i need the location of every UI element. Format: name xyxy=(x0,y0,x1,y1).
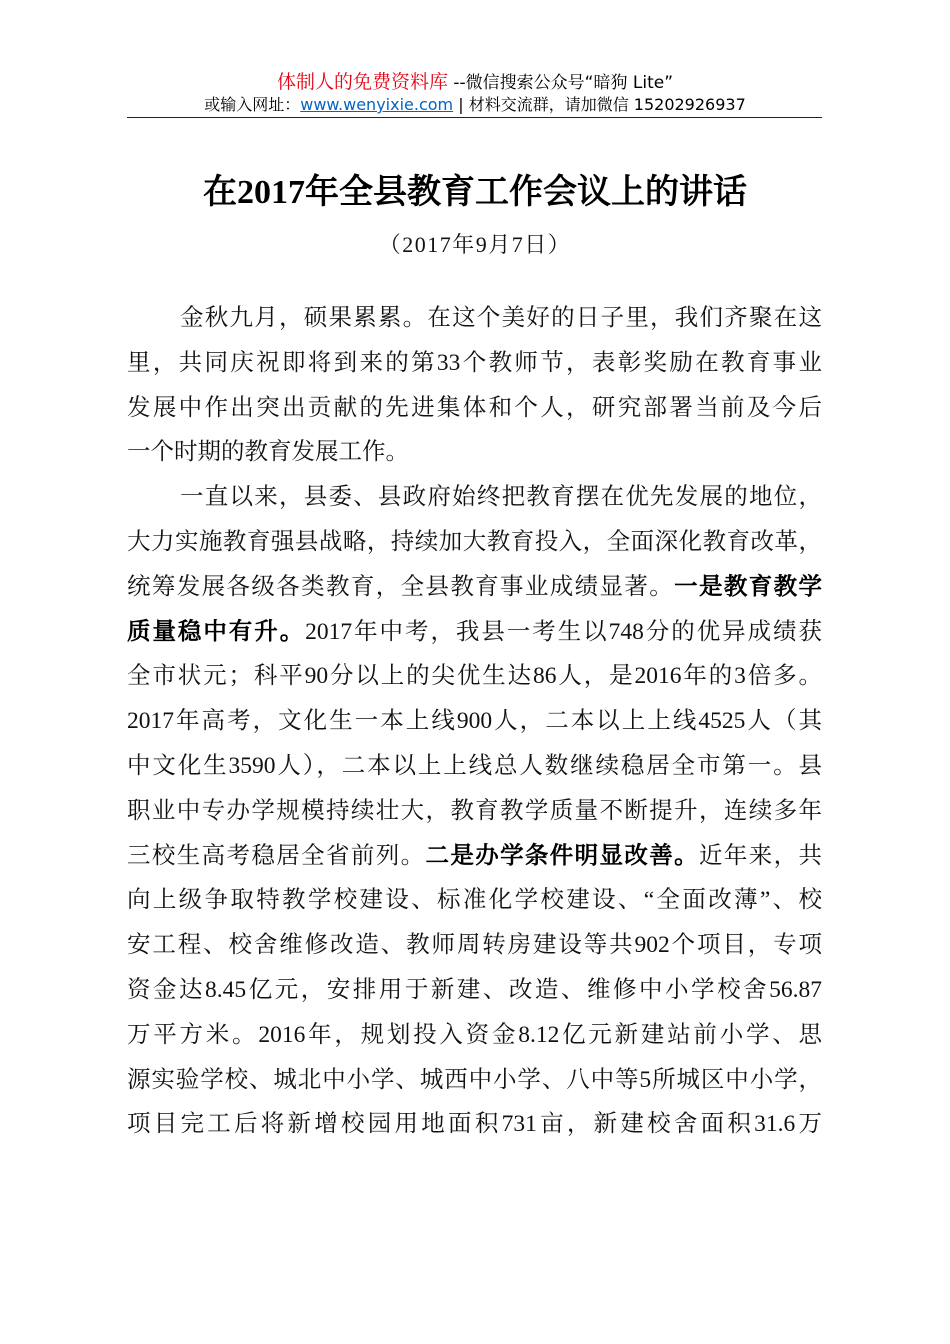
header-links xyxy=(0,95,950,115)
text-run: 职业中专办学规模持续壮大，教育教学质量不断提升，连续多年 xyxy=(127,797,822,824)
paragraph-2-line-13 xyxy=(127,1013,822,1058)
paragraph-2-line-15 xyxy=(127,1102,822,1147)
bold-highlight: 二是办学条件明显改善。 xyxy=(425,842,700,869)
text-run: 安工程、校舍维修改造、教师周转房建设等共902个项目，专项 xyxy=(127,932,822,959)
paragraph-1-line-1 xyxy=(127,296,822,341)
bold-highlight: 一是教育教学 xyxy=(674,573,823,600)
paragraph-2-line-2 xyxy=(127,520,822,565)
document-title: 在2017年全县教育工作会议上的讲话 xyxy=(203,174,747,211)
header-site-name: 体制人的免费资料库 xyxy=(276,71,448,93)
text-run: 中文化生3590人），二本以上上线总人数继续稳居全市第一。县 xyxy=(127,752,822,779)
header-url-link[interactable]: www.wenyixie.com xyxy=(300,95,454,114)
paragraph-2-line-8 xyxy=(127,789,822,834)
document-body xyxy=(127,296,822,1147)
text-run: 全市状元；科平90分以上的尖优生达86人，是2016年的3倍多。 xyxy=(127,663,822,690)
text-run: 2017年中考，我县一考生以748分的优异成绩获 xyxy=(305,618,823,645)
text-run: 源实验学校、城北中小学、城西中小学、八中等5所城区中小学， xyxy=(127,1066,822,1093)
paragraph-1-line-3 xyxy=(127,386,822,431)
text-run: 统筹发展各级各类教育，全县教育事业成绩显著。 xyxy=(127,573,675,600)
paragraph-2 xyxy=(127,475,822,1147)
paragraph-1 xyxy=(127,296,822,475)
text-run: 资金达8.45亿元，安排用于新建、改造、维修中小学校舍56.87 xyxy=(127,976,822,1003)
text-run: 万平方米。2016年，规划投入资金8.12亿元新建站前小学、思 xyxy=(127,1021,822,1048)
paragraph-2-line-7 xyxy=(127,744,822,789)
bold-highlight: 质量稳中有升。 xyxy=(127,618,306,645)
document-date: （2017年9月7日） xyxy=(378,232,572,257)
paragraph-1-line-2 xyxy=(127,341,822,386)
header-url-label: 或输入网址： xyxy=(204,95,301,114)
paragraph-2-line-9 xyxy=(127,834,822,879)
text-run: 一个时期的教育发展工作。 xyxy=(127,439,409,466)
header-wechat-hint: --微信搜索公众号“暗狗 Lite” xyxy=(448,73,674,93)
paragraph-2-line-6 xyxy=(127,699,822,744)
header-contact: | 材料交流群，请加微信 15202926937 xyxy=(453,95,746,114)
header-divider xyxy=(127,117,822,118)
paragraph-2-line-14 xyxy=(127,1058,822,1103)
text-run: 金秋九月，硕果累累。在这个美好的日子里，我们齐聚在这 xyxy=(180,305,822,331)
paragraph-2-line-4 xyxy=(127,610,822,655)
text-run: 发展中作出突出贡献的先进集体和个人，研究部署当前及今后 xyxy=(127,394,822,421)
paragraph-1-line-4 xyxy=(127,430,822,475)
paragraph-2-line-1 xyxy=(127,475,822,520)
text-run: 里，共同庆祝即将到来的第33个教师节，表彰奖励在教育事业 xyxy=(127,349,822,376)
text-run: 2017年高考，文化生一本上线900人，二本以上上线4525人（其 xyxy=(127,708,822,735)
text-run: 项目完工后将新增校园用地面积731亩，新建校舍面积31.6万 xyxy=(127,1111,822,1138)
paragraph-2-line-10 xyxy=(127,878,822,923)
header-banner xyxy=(0,70,950,95)
text-run: 近年来，共 xyxy=(699,842,823,869)
paragraph-2-line-11 xyxy=(127,923,822,968)
text-run: 一直以来，县委、县政府始终把教育摆在优先发展的地位， xyxy=(180,484,822,511)
paragraph-2-line-12 xyxy=(127,968,822,1013)
text-run: 向上级争取特教学校建设、标准化学校建设、“全面改薄”、校 xyxy=(127,887,822,914)
text-run: 三校生高考稳居全省前列。 xyxy=(127,842,426,869)
text-run: 大力实施教育强县战略，持续加大教育投入，全面深化教育改革， xyxy=(127,528,822,555)
paragraph-2-line-3 xyxy=(127,565,822,610)
paragraph-2-line-5 xyxy=(127,654,822,699)
